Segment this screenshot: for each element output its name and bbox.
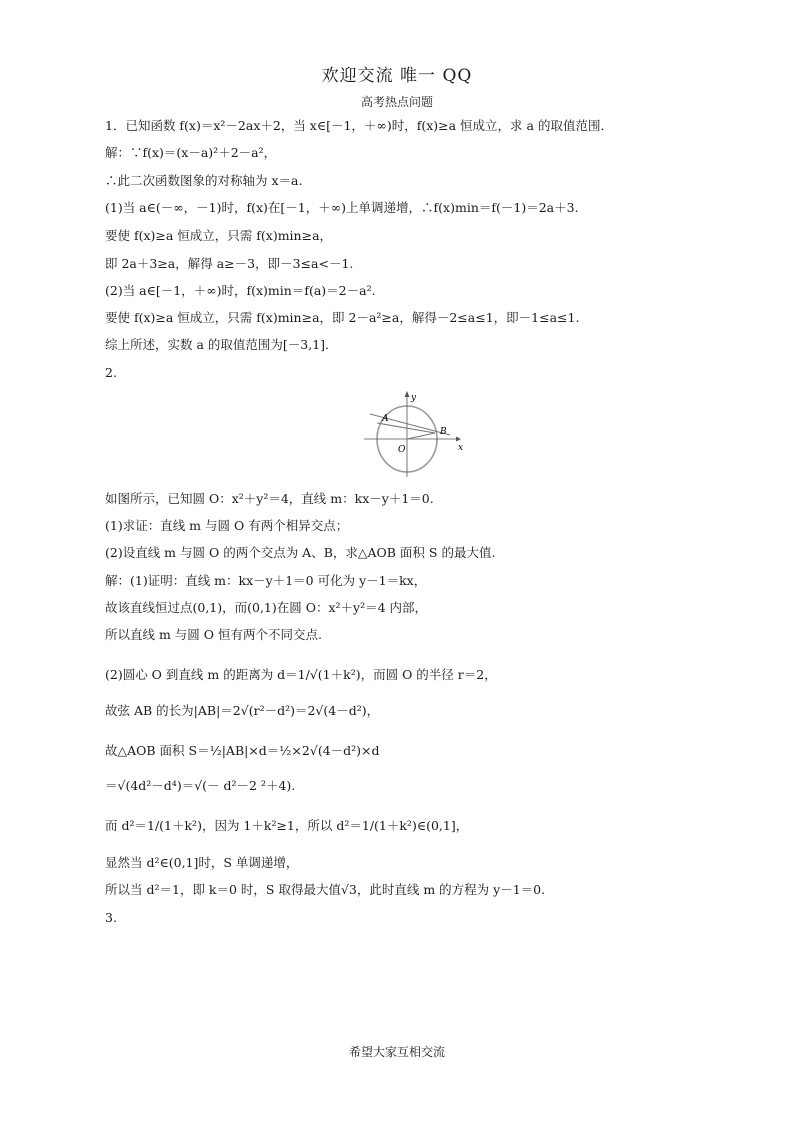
solution-line: 要使 f(x)≥a 恒成立，只需 f(x)min≥a，: [105, 228, 333, 243]
segment-oa: [377, 423, 435, 433]
label-y: y: [411, 393, 417, 403]
problem-2-part1: (1)求证：直线 m 与圆 O 有两个相异交点；: [105, 518, 349, 533]
x-axis-arrow: [456, 437, 461, 442]
solution-line: 解：∵f(x)＝(x－a)²＋2－a²，: [105, 145, 277, 160]
solution-line: ∴此二次函数图象的对称轴为 x＝a.: [105, 173, 303, 188]
solution-line: 显然当 d²∈(0,1]时，S 单调递增，: [105, 855, 299, 870]
solution-line: 要使 f(x)≥a 恒成立，只需 f(x)min≥a，即 2－a²≥a，解得－2≤a≤1，即－1≤a≤1.: [105, 310, 580, 325]
page-footer: 希望大家互相交流: [348, 1045, 445, 1059]
solution-line: 综上所述，实数 a 的取值范围为[－3,1]．: [105, 337, 338, 352]
solution-line: 故弦 AB 的长为|AB|＝2√(r²－d²)＝2√(4－d²)，: [105, 703, 380, 718]
circle-figure: [360, 385, 470, 480]
solution-line: 解：(1)证明：直线 m：kx－y＋1＝0 可化为 y－1＝kx，: [105, 573, 427, 588]
segment-ob: [407, 433, 435, 439]
solution-line: 即 2a＋3≥a，解得 a≥－3，即－3≤a<－1.: [105, 256, 354, 271]
y-axis-arrow: [405, 391, 410, 397]
solution-line: 而 d²＝1/(1＋k²)，因为 1＋k²≥1，所以 d²＝1/(1＋k²)∈(0,1]，: [105, 818, 469, 833]
label-a: A: [382, 414, 389, 424]
label-x: x: [458, 443, 464, 453]
solution-line: (1)当 a∈(－∞，－1)时，f(x)在[－1，＋∞)上单调递增，∴f(x)min＝f(－1)＝2a＋3.: [105, 200, 579, 215]
label-o: O: [398, 445, 406, 455]
solution-line: (2)圆心 O 到直线 m 的距离为 d＝1/√(1＋k²)，而圆 O 的半径 r＝2，: [105, 667, 497, 682]
solution-line: 所以直线 m 与圆 O 恒有两个不同交点.: [105, 627, 322, 642]
problem-2-number: 2.: [105, 365, 117, 380]
problem-2-part2: (2)设直线 m 与圆 O 的两个交点为 A、B，求△AOB 面积 S 的最大值.: [105, 545, 496, 560]
solution-line: 故△AOB 面积 S＝½|AB|×d＝½×2√(4－d²)×d: [105, 743, 380, 758]
problem-2-statement: 如图所示，已知圆 O：x²＋y²＝4，直线 m：kx－y＋1＝0.: [105, 491, 434, 506]
label-b: B: [440, 427, 447, 437]
solution-line: (2)当 a∈[－1，＋∞)时，f(x)min＝f(a)＝2－a².: [105, 283, 376, 298]
solution-line: ＝√(4d²－d⁴)＝√(－ d²－2 ²＋4).: [105, 778, 296, 793]
solution-line: 故该直线恒过点(0,1)，而(0,1)在圆 O：x²＋y²＝4 内部，: [105, 600, 428, 615]
page-header: 欢迎交流 唯一 QQ: [321, 66, 473, 86]
page-subtitle: 高考热点问题: [360, 95, 433, 109]
solution-line: 所以当 d²＝1，即 k＝0 时，S 取得最大值√3，此时直线 m 的方程为 y－1＝0.: [105, 882, 546, 897]
problem-3-number: 3.: [105, 910, 117, 925]
problem-1-statement: 1．已知函数 f(x)＝x²－2ax＋2，当 x∈[－1，＋∞)时，f(x)≥a 恒成立，求 a 的取值范围．: [105, 118, 613, 133]
